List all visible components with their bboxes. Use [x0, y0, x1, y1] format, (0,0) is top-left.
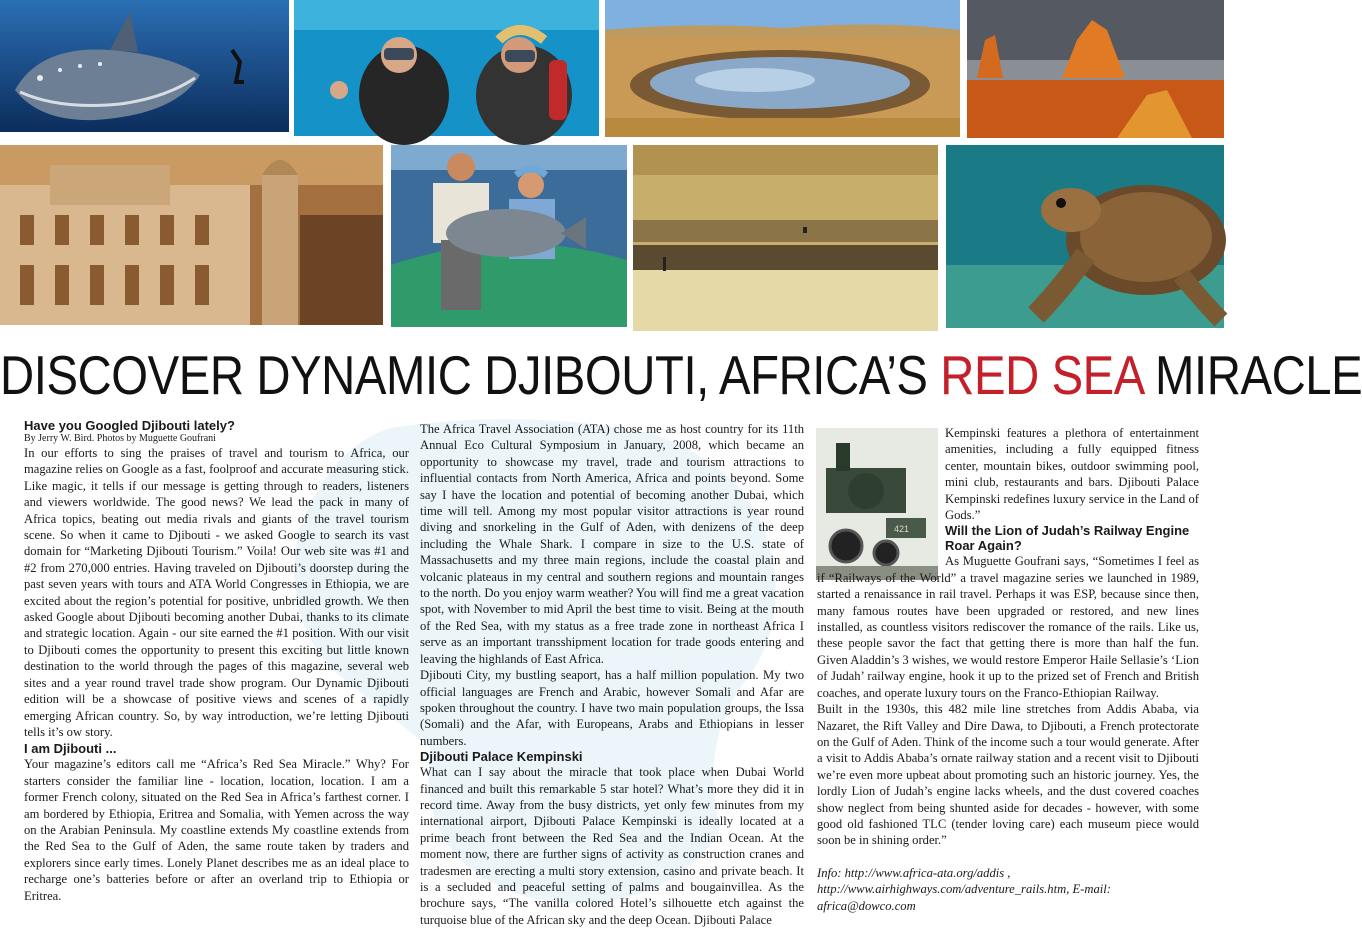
scuba-divers-photo: [294, 0, 599, 136]
section-heading-lion-of-judah: Will the Lion of Judah’s Railway Engine Roar Again?: [945, 523, 1190, 554]
paragraph: [817, 553, 1199, 701]
paragraph: In our efforts to sing the praises of travel and tourism to Africa, our magazine relies on Google as a fast, foolproof and accurate measuring stick. Like magic, it tells if our message is getting through to readers, listeners and viewers worldwide. The good news? We lead the pack in many of Africa topics, beating out media rivals and giants of the travel tourism scene. So when it came to Djibouti - we asked Google to search its vast domain for “Marketing Djibouti Tourism.” Voila! Our web site was #1 and #2 from 270,000 entries. Having traveled on Djibouti’s doorstep during the past seven years with tours and ATA World Congresses in Ethiopia, we are excited about the region’s potential for positive, unbridled growth. We then asked Google about Djibouti becoming another Dubai, thanks to its climate and strategic location. Again - our site earned the #1 position. With our visit to Djibouti comes the opportunity to present this exciting but little known destination to the world through the pages of this magazine, several web sites and a year round travel trade show program. Our Dynamic Djibouti edition will be a showcase of positive views and scenes of a rapidly emerging African country. So, by way introduction, we’re letting Djibouti tells it’s ow story.: [24, 446, 409, 739]
fishing-couple-photo: [391, 145, 627, 327]
whale-shark-photo: [0, 0, 289, 132]
headline-red: RED SEA: [940, 344, 1143, 406]
info-links: Info: http://www.africa-ata.org/addis , http://www.airhighways.com/adventure_rails.htm, E-mail: africa@dowco.com: [817, 865, 1111, 913]
headline-part2: MIRACLE: [1142, 344, 1362, 406]
section-heading-googled: Have you Googled Djibouti lately?: [24, 418, 235, 433]
rock-formations-photo: [967, 0, 1224, 138]
column-1: [24, 418, 409, 904]
locomotive-number: 421: [894, 524, 910, 534]
paragraph: Kempinski features a plethora of entertainment amenities, including a fully equipped fitness center, mountain bikes, outdoor swimming pool, mini club, restaurants and bars. Djibouti Palace Kempinski redefines luxury service in the Land of Gods.”: [945, 426, 1199, 523]
column-2: [420, 421, 804, 928]
salt-lake-photo: [605, 0, 960, 137]
paragraph: Built in the 1930s, this 482 mile line stretches from Addis Ababa, via Nazaret, the Rift Valley and Dire Dawa, to Djibouti, a French protectorate on the Gulf of Aden. Think of the income such a tour would generate. After a visit to Addis Ababa’s ornate railway station and a recent visit to Djibouti we’re even more upbeat about promoting such an historic journey. Yes, the lordly Lion of Judah’s engine lacks wheels, and the dust covered coaches show neglect from being shunted aside for decades - however, with some good old fashioned TLC (tender loving care) each museum piece would soon be in shining order.”: [817, 702, 1199, 848]
paragraph-text: As Muguette Goufrani says, “Sometimes I feel as if “Railways of the World” a travel magazine series we launched in 1989, started a renaissance in rail travel. Perhaps it was ESP, because since then, many famous routes have been upgraded or restored, and new lines installed, as countless visitors rediscover the romance of the rails. Like us, these people savor the fact that getting there is more than half the fun. Given Aladdin’s 3 wishes, we would restore Emperor Haile Sellasie’s ‘Lion of Judah’ railway engine, hook it up to the prized set of French and British coaches, and operate luxury tours on the Franco-Ethiopian Railway.: [817, 554, 1199, 700]
section-heading-kempinski: Djibouti Palace Kempinski: [420, 749, 583, 765]
page-headline: [0, 338, 1362, 412]
sea-turtle-photo: [946, 145, 1224, 328]
section-heading-i-am-djibouti: I am Djibouti ...: [24, 741, 117, 757]
djibouti-architecture-photo: [0, 145, 383, 325]
golden-coast-photo: [633, 145, 938, 331]
byline: By Jerry W. Bird. Photos by Muguette Goufrani: [24, 433, 216, 444]
column-3: [817, 425, 1199, 914]
paragraph: Djibouti City, my bustling seaport, has a half million population. My two official languages are French and Arabic, however Somali and Afar are spoken throughout the country. I have two main population groups, the Issa (Somali) and the Afar, with Europeans, Arabs and Ethiopians in lesser numbers.: [420, 668, 804, 748]
paragraph: What can I say about the miracle that took place when Dubai World financed and built this remarkable 5 star hotel? What’s more they did it in record time. Away from the busy districts, yet only few minutes from my international airport, Djibouti Palace Kempinski is ideally located at a prime beach front between the Red Sea and the Indian Ocean. At the moment now, there are further signs of activity as construction cranes and tradesmen are erecting a multi story extension, casino and private beach. It is a secluded and peaceful setting of palms and bougainvillea. As the brochure says, “The vanilla colored Hotel’s silhouette etch against the turquoise blue of the African sky and the deep Ocean. Djibouti Palace: [420, 765, 804, 927]
paragraph: The Africa Travel Association (ATA) chose me as host country for its 11th Annual Eco Cultural Symposium in January, 2008, which became an opportunity to showcase my travel, trade and tourism attractions to influential contacts from North America, Africa and points beyond. Some say I have the location and potential of becoming another Dubai, which time will tell. Among my most popular visitor attractions is year round diving and snorkeling in the Gulf of Aden, with denizens of the deep including the Whale Shark. I compare in size to the U.S. state of Massachusetts and my three main regions, include the coastal plain and volcanic plateaus in my central and southern regions and mountain ranges to the north. Do you enjoy warm weather? You will find me a great vacation spot, with November to mid April the best time to visit. Being at the mouth of the Red Sea, with my status as a free trade zone in northeast Africa I serve as an important transshipment location for trade goods entering and leaving the highlands of East Africa.: [420, 422, 805, 666]
headline-part1: DISCOVER DYNAMIC DJIBOUTI, AFRICA’S: [0, 344, 941, 406]
paragraph: Your magazine’s editors call me “Africa’s Red Sea Miracle.” Why? For starters consider the familiar line - location, location, location. I am a former French colony, situated on the Red Sea in Africa’s farthest corner. I am bordered by Ethiopia, Eritrea and Somalia, with Yemen across the way on the Arabian Peninsula. My coastline extends My coastline extends from the Red Sea to the Gulf of Aden, the same route taken by traders and explorers since early times. Lonely Planet describes me as an ideal place to recharge one’s batteries before or after an overland trip to Ethiopia or Eritrea.: [24, 757, 409, 903]
